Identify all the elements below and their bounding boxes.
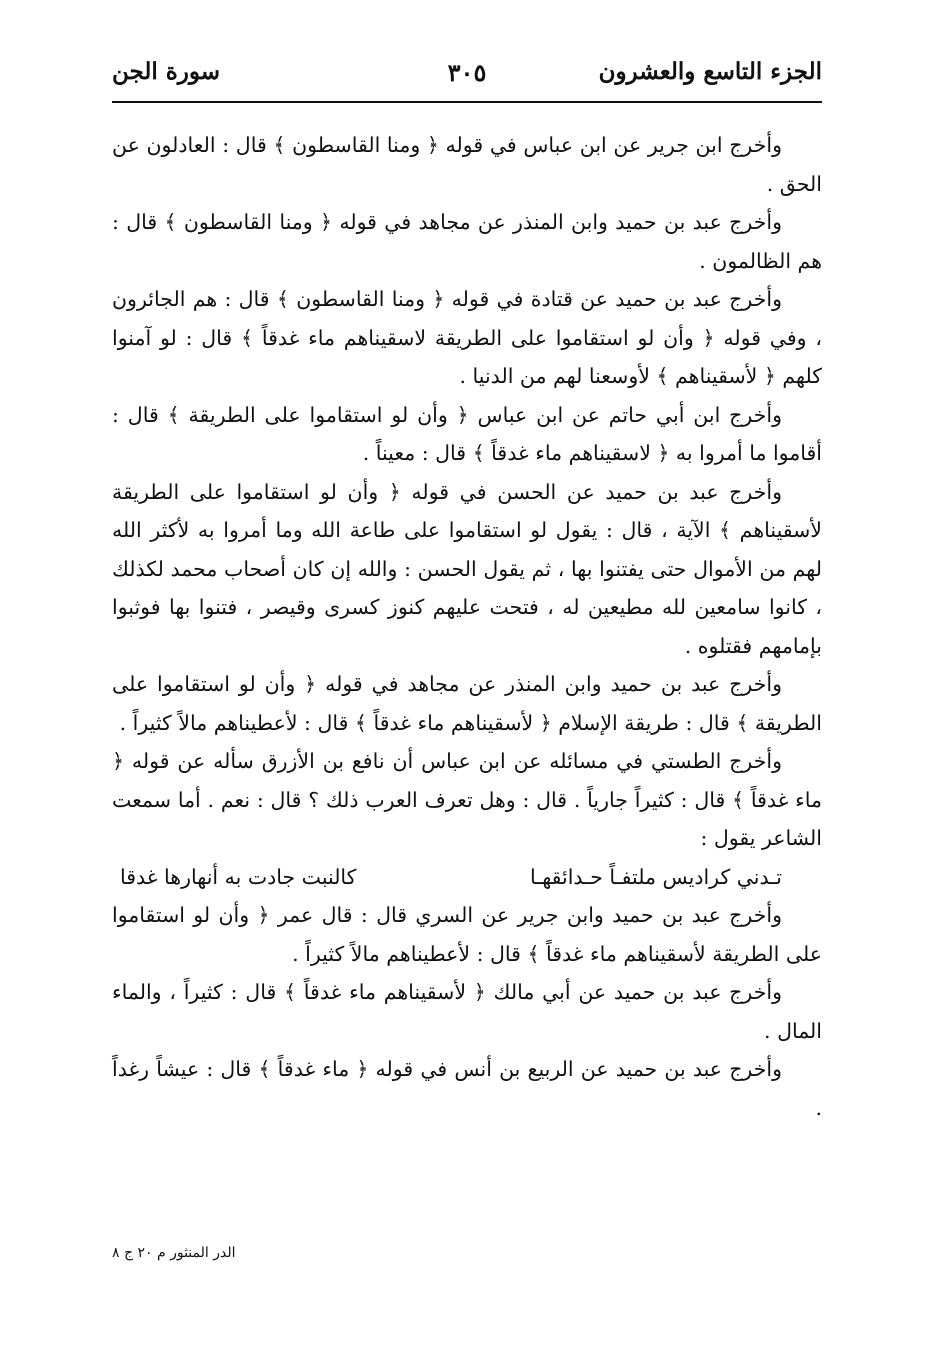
paragraph: وأخرج ابن جرير عن ابن عباس في قوله ﴿ ومنا القاسطون ﴾ قال : العادلون عن الحق . <box>112 133 822 196</box>
paragraph: وأخرج عبد بن حميد وابن المنذر عن مجاهد في قوله ﴿ وأن لو استقاموا على الطريقة ﴾ قال : طريقة الإسلام ﴿ لأسقيناهم ماء غدقاً ﴾ قال : لأعطيناهم مالاً كثيراً . <box>112 672 822 735</box>
paragraph: وأخرج عبد بن حميد عن الحسن في قوله ﴿ وأن لو استقاموا على الطريقة لأسقيناهم ﴾ الآية ، قال : يقول لو استقاموا على طاعة الله وما أمروا به لأكثر الله لهم من الأموال حتى يفتنوا بها ، ثم يقول الحسن : والله إن كان أصحاب محمد لكذلك ، كانوا سامعين لله مطيعين له ، فتحت عليهم كنوز كسرى وقيصر ، فتنوا بها فوثبوا بإمامهم فقتلوه . <box>112 479 822 658</box>
part-title: الجزء التاسع والعشرون <box>598 58 822 85</box>
footer-signature: الدر المنثور م ٢٠ ج ٨ <box>112 1245 236 1261</box>
paragraph: وأخرج عبد بن حميد عن قتادة في قوله ﴿ ومنا القاسطون ﴾ قال : هم الجائرون ، وفي قوله ﴿ وأن لو استقاموا على الطريقة لاسقيناهم ماء غدقاً ﴾ قال : لو آمنوا كلهم ﴿ لأسقيناهم ﴾ لأوسعنا لهم من الدنيا . <box>112 287 822 388</box>
poetry-verse <box>112 858 822 897</box>
paragraph: وأخرج عبد بن حميد وابن جرير عن السري قال : قال عمر ﴿ وأن لو استقاموا على الطريقة لأسقيناهم ماء غدقاً ﴾ قال : لأعطيناهم مالاً كثيراً . <box>112 903 822 966</box>
verse-second-hemistich: كالنبت جادت به أنهارها غدقا <box>120 864 357 889</box>
paragraph: وأخرج عبد بن حميد عن الربيع بن أنس في قوله ﴿ ماء غدقاً ﴾ قال : عيشاً رغداً . <box>112 1057 822 1120</box>
paragraph: وأخرج الطستي في مسائله عن ابن عباس أن نافع بن الأزرق سأله عن قوله ﴿ ماء غدقاً ﴾ قال : كثيراً جارياً . قال : وهل تعرف العرب ذلك ؟ قال : نعم . أما سمعت الشاعر يقول : <box>112 749 822 850</box>
surah-title: سورة الجن <box>112 58 221 85</box>
header-divider <box>112 101 822 103</box>
verse-first-hemistich: تـدني كراديس ملتفـاً حـدائقهـا <box>529 864 782 889</box>
paragraph: وأخرج عبد بن حميد عن أبي مالك ﴿ لأسقيناهم ماء غدقاً ﴾ قال : كثيراً ، والماء المال . <box>112 980 822 1043</box>
page-header <box>112 52 822 102</box>
paragraph: وأخرج عبد بن حميد وابن المنذر عن مجاهد في قوله ﴿ ومنا القاسطون ﴾ قال : هم الظالمون . <box>112 210 822 273</box>
paragraph: وأخرج ابن أبي حاتم عن ابن عباس ﴿ وأن لو استقاموا على الطريقة ﴾ قال : أقاموا ما أمروا به ﴿ لاسقيناهم ماء غدقاً ﴾ قال : معيناً . <box>112 402 822 465</box>
page-body <box>112 126 822 1127</box>
page-number: ٣٠٥ <box>447 58 487 87</box>
